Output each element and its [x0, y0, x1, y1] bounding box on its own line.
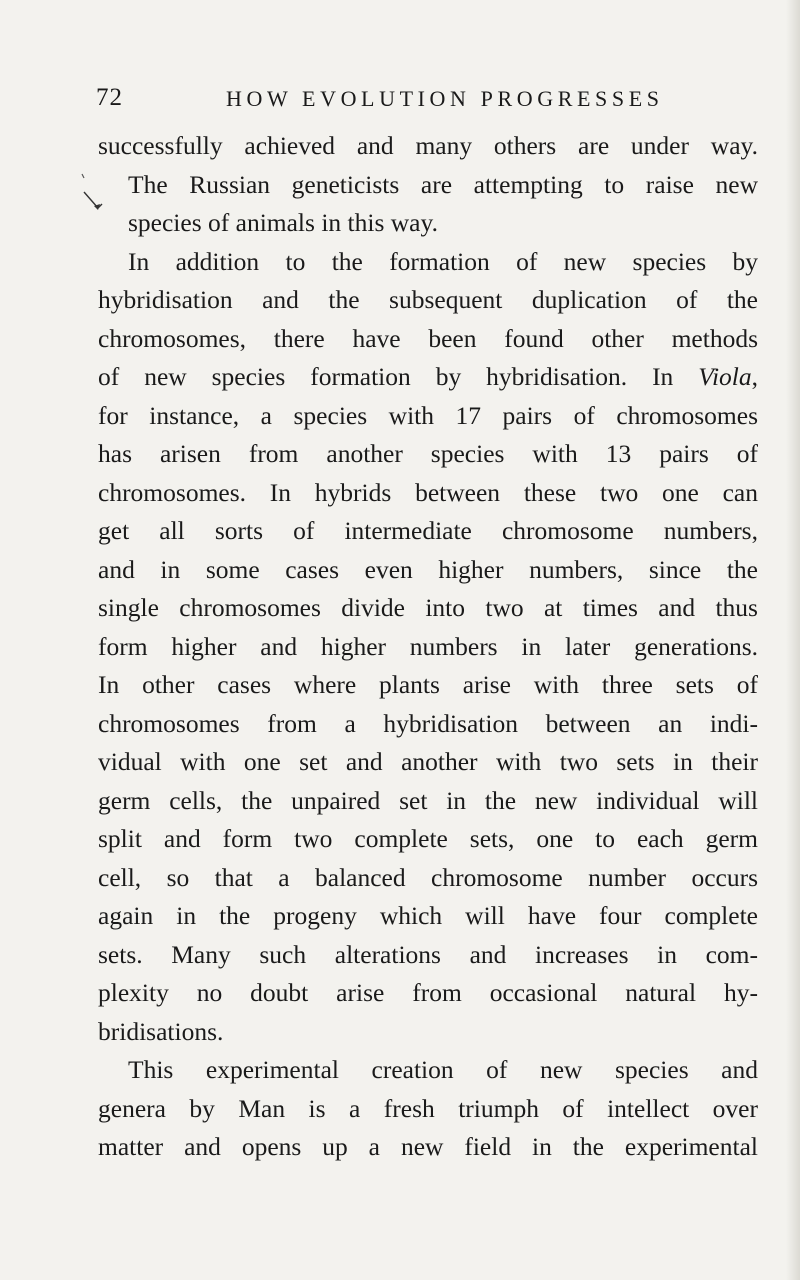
text-line: again in the progeny which will have four complete	[98, 901, 758, 930]
text-line: The Russian geneticists are attempting to raise new	[128, 169, 758, 199]
text-line: successfully achieved and many others are under way.	[98, 131, 758, 160]
text-line: split and form two complete sets, one to each germ	[98, 824, 758, 853]
text-line: cell, so that a balanced chromosome number occurs	[98, 862, 758, 892]
text-line: matter and opens up a new field in the experimental	[98, 1132, 758, 1161]
text-line: single chromosomes divide into two at times and thus	[98, 593, 758, 622]
text-line: genera by Man is a fresh triumph of intellect over	[98, 1093, 758, 1123]
text-line: vidual with one set and another with two sets in their	[98, 747, 758, 776]
page-header	[96, 84, 736, 116]
text-line: for instance, a species with 17 pairs of chromosomes	[98, 400, 758, 430]
text-line: This experimental creation of new species and	[128, 1055, 758, 1084]
text-line: germ cells, the unpaired set in the new individual will	[98, 785, 758, 815]
text-line: In other cases where plants arise with three sets of	[98, 670, 758, 699]
text-line: and in some cases even higher numbers, since the	[98, 554, 758, 584]
body-text	[98, 127, 758, 1167]
text-line: chromosomes from a hybridisation between an indi-	[98, 708, 758, 738]
text-line	[98, 358, 758, 397]
text-line: has arisen from another species with 13 pairs of	[98, 439, 758, 468]
text-line: chromosomes. In hybrids between these two one can	[98, 477, 758, 507]
page-edge-shadow	[786, 0, 800, 1280]
text-line: hybridisation and the subsequent duplication of the	[98, 285, 758, 314]
italic-genus: Viola	[698, 362, 752, 391]
text-line: species of animals in this way.	[128, 208, 438, 237]
text-line-start: of new species formation by hybridisation. In	[98, 362, 699, 391]
text-line: form higher and higher numbers in later generations.	[98, 631, 758, 661]
running-head: HOW EVOLUTION PROGRESSES	[226, 86, 664, 111]
text-line: bridisations.	[98, 1016, 224, 1046]
text-line: plexity no doubt arise from occasional natural hy-	[98, 978, 758, 1007]
text-line: chromosomes, there have been found other methods	[98, 323, 758, 353]
page-number: 72	[96, 84, 123, 111]
text-line: In addition to the formation of new species by	[128, 246, 758, 276]
comma: ,	[751, 362, 758, 391]
text-line: get all sorts of intermediate chromosome numbers,	[98, 516, 758, 545]
text-line: sets. Many such alterations and increases in com-	[98, 939, 758, 969]
